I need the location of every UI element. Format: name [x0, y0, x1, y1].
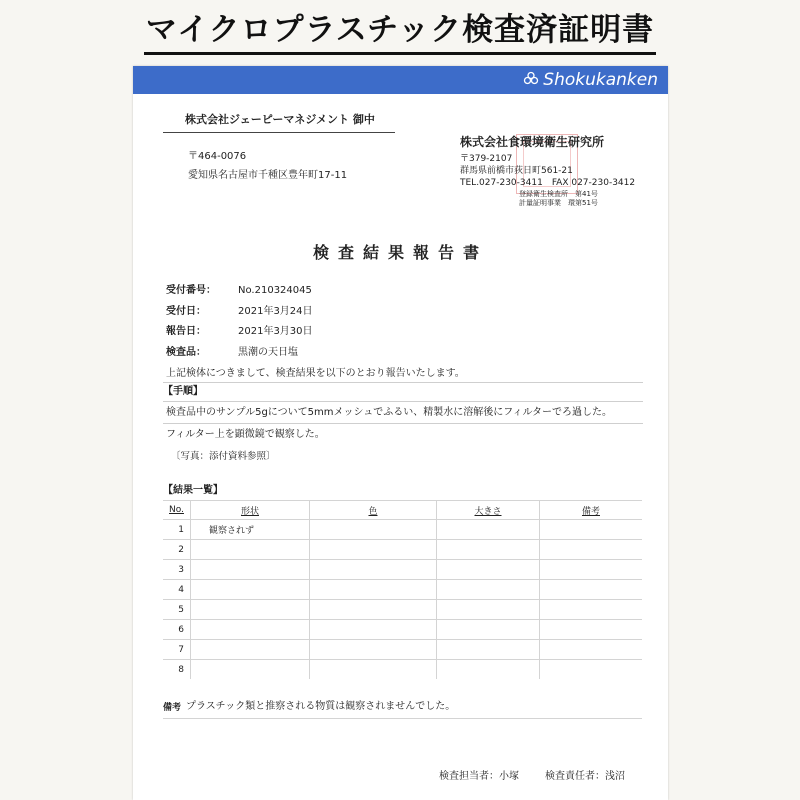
col-header-size: 大きさ — [437, 501, 540, 520]
cell-color — [310, 640, 437, 660]
table-row — [163, 600, 642, 620]
cell-shape — [191, 620, 310, 640]
cell-size — [437, 520, 540, 540]
cell-size — [437, 540, 540, 560]
field-label-report-date: 報告日： — [166, 326, 206, 337]
remarks-label: 備考 — [163, 703, 182, 713]
banner — [0, 10, 800, 55]
lab-postal: 〒379-2107 — [460, 154, 513, 164]
procedure-line-1: 検査品中のサンプル5gについて5mmメッシュでふるい、精製水に溶解後にフィルターでろ過した。 — [166, 407, 613, 418]
brand — [523, 70, 658, 90]
cell-color — [310, 660, 437, 680]
procedure-heading: 【手順】 — [163, 386, 203, 397]
table-row — [163, 540, 642, 560]
cell-no: 4 — [163, 580, 191, 600]
addressee: 株式会社ジェーピーマネジメント 御中 — [185, 113, 375, 126]
table-row — [163, 640, 642, 660]
cell-no: 6 — [163, 620, 191, 640]
cell-no: 2 — [163, 540, 191, 560]
procedure-line-2: フィルター上を顕微鏡で観察した。 — [166, 429, 325, 440]
brand-name: Shokukanken — [543, 70, 658, 90]
lab-registration-2: 計量証明事業 環第51号 — [519, 199, 598, 207]
field-value-report-date: 2021年3月30日 — [238, 326, 313, 337]
banner-title: マイクロプラスチック検査済証明書 — [144, 10, 656, 55]
field-label-sample: 検査品： — [166, 347, 206, 358]
table-row — [163, 660, 642, 680]
inspector-name: 検査担当者：小塚 — [439, 771, 519, 782]
cell-note — [540, 580, 643, 600]
col-header-note: 備考 — [540, 501, 643, 520]
cell-no: 5 — [163, 600, 191, 620]
cell-shape — [191, 600, 310, 620]
table-row — [163, 620, 642, 640]
document-header-bar — [133, 66, 668, 94]
col-header-no: No. — [163, 501, 191, 520]
cell-size — [437, 640, 540, 660]
field-label-receipt-date: 受付日： — [166, 306, 206, 317]
cell-shape — [191, 660, 310, 680]
cell-note — [540, 640, 643, 660]
results-heading: 【結果一覧】 — [163, 485, 223, 496]
cell-color — [310, 580, 437, 600]
table-row — [163, 520, 642, 540]
cell-color — [310, 560, 437, 580]
lab-tel-fax: TEL.027-230-3411 FAX 027-230-3412 — [460, 178, 636, 188]
cell-note — [540, 560, 643, 580]
field-value-receipt-date: 2021年3月24日 — [238, 306, 313, 317]
cell-note — [540, 600, 643, 620]
field-value-receipt-no: No.210324045 — [238, 285, 312, 296]
report-document — [133, 66, 668, 800]
cell-note — [540, 520, 643, 540]
cell-shape — [191, 540, 310, 560]
photo-note: 〔写真：添付資料参照〕 — [171, 451, 276, 462]
cell-note — [540, 540, 643, 560]
results-table — [163, 500, 642, 679]
cell-note — [540, 660, 643, 680]
cell-shape — [191, 560, 310, 580]
client-postal: 〒464-0076 — [188, 151, 247, 162]
cell-shape: 観察されず — [191, 520, 310, 540]
cell-color — [310, 600, 437, 620]
cell-color — [310, 620, 437, 640]
cell-shape — [191, 640, 310, 660]
lab-registration-1: 登録衛生検査所 第41号 — [519, 190, 598, 198]
cell-no: 7 — [163, 640, 191, 660]
cell-size — [437, 620, 540, 640]
intro-text: 上記検体につきまして、検査結果を以下のとおり報告いたします。 — [166, 368, 465, 379]
cell-size — [437, 580, 540, 600]
col-header-color: 色 — [310, 501, 437, 520]
lab-address: 群馬県前橋市荻日町561-21 — [460, 166, 573, 176]
cell-no: 3 — [163, 560, 191, 580]
lab-name: 株式会社食環境衛生研究所 — [460, 135, 605, 149]
addressee-underline — [163, 132, 395, 133]
field-value-sample: 黒潮の天日塩 — [238, 347, 298, 358]
cell-size — [437, 660, 540, 680]
cell-color — [310, 520, 437, 540]
cell-no: 1 — [163, 520, 191, 540]
cell-size — [437, 600, 540, 620]
cell-size — [437, 560, 540, 580]
results-header-row — [163, 501, 642, 520]
flower-logo-icon — [523, 71, 539, 87]
cell-no: 8 — [163, 660, 191, 680]
report-title: 検査結果報告書 — [312, 243, 488, 262]
table-row — [163, 580, 642, 600]
supervisor-name: 検査責任者：浅沼 — [545, 771, 625, 782]
cell-shape — [191, 580, 310, 600]
col-header-shape: 形状 — [191, 501, 310, 520]
table-row — [163, 560, 642, 580]
field-label-receipt-no: 受付番号： — [166, 285, 216, 296]
remarks-text: プラスチック類と推察される物質は観察されませんでした。 — [186, 701, 456, 712]
client-address: 愛知県名古屋市千種区豊年町17-11 — [188, 170, 348, 181]
cell-color — [310, 540, 437, 560]
cell-note — [540, 620, 643, 640]
